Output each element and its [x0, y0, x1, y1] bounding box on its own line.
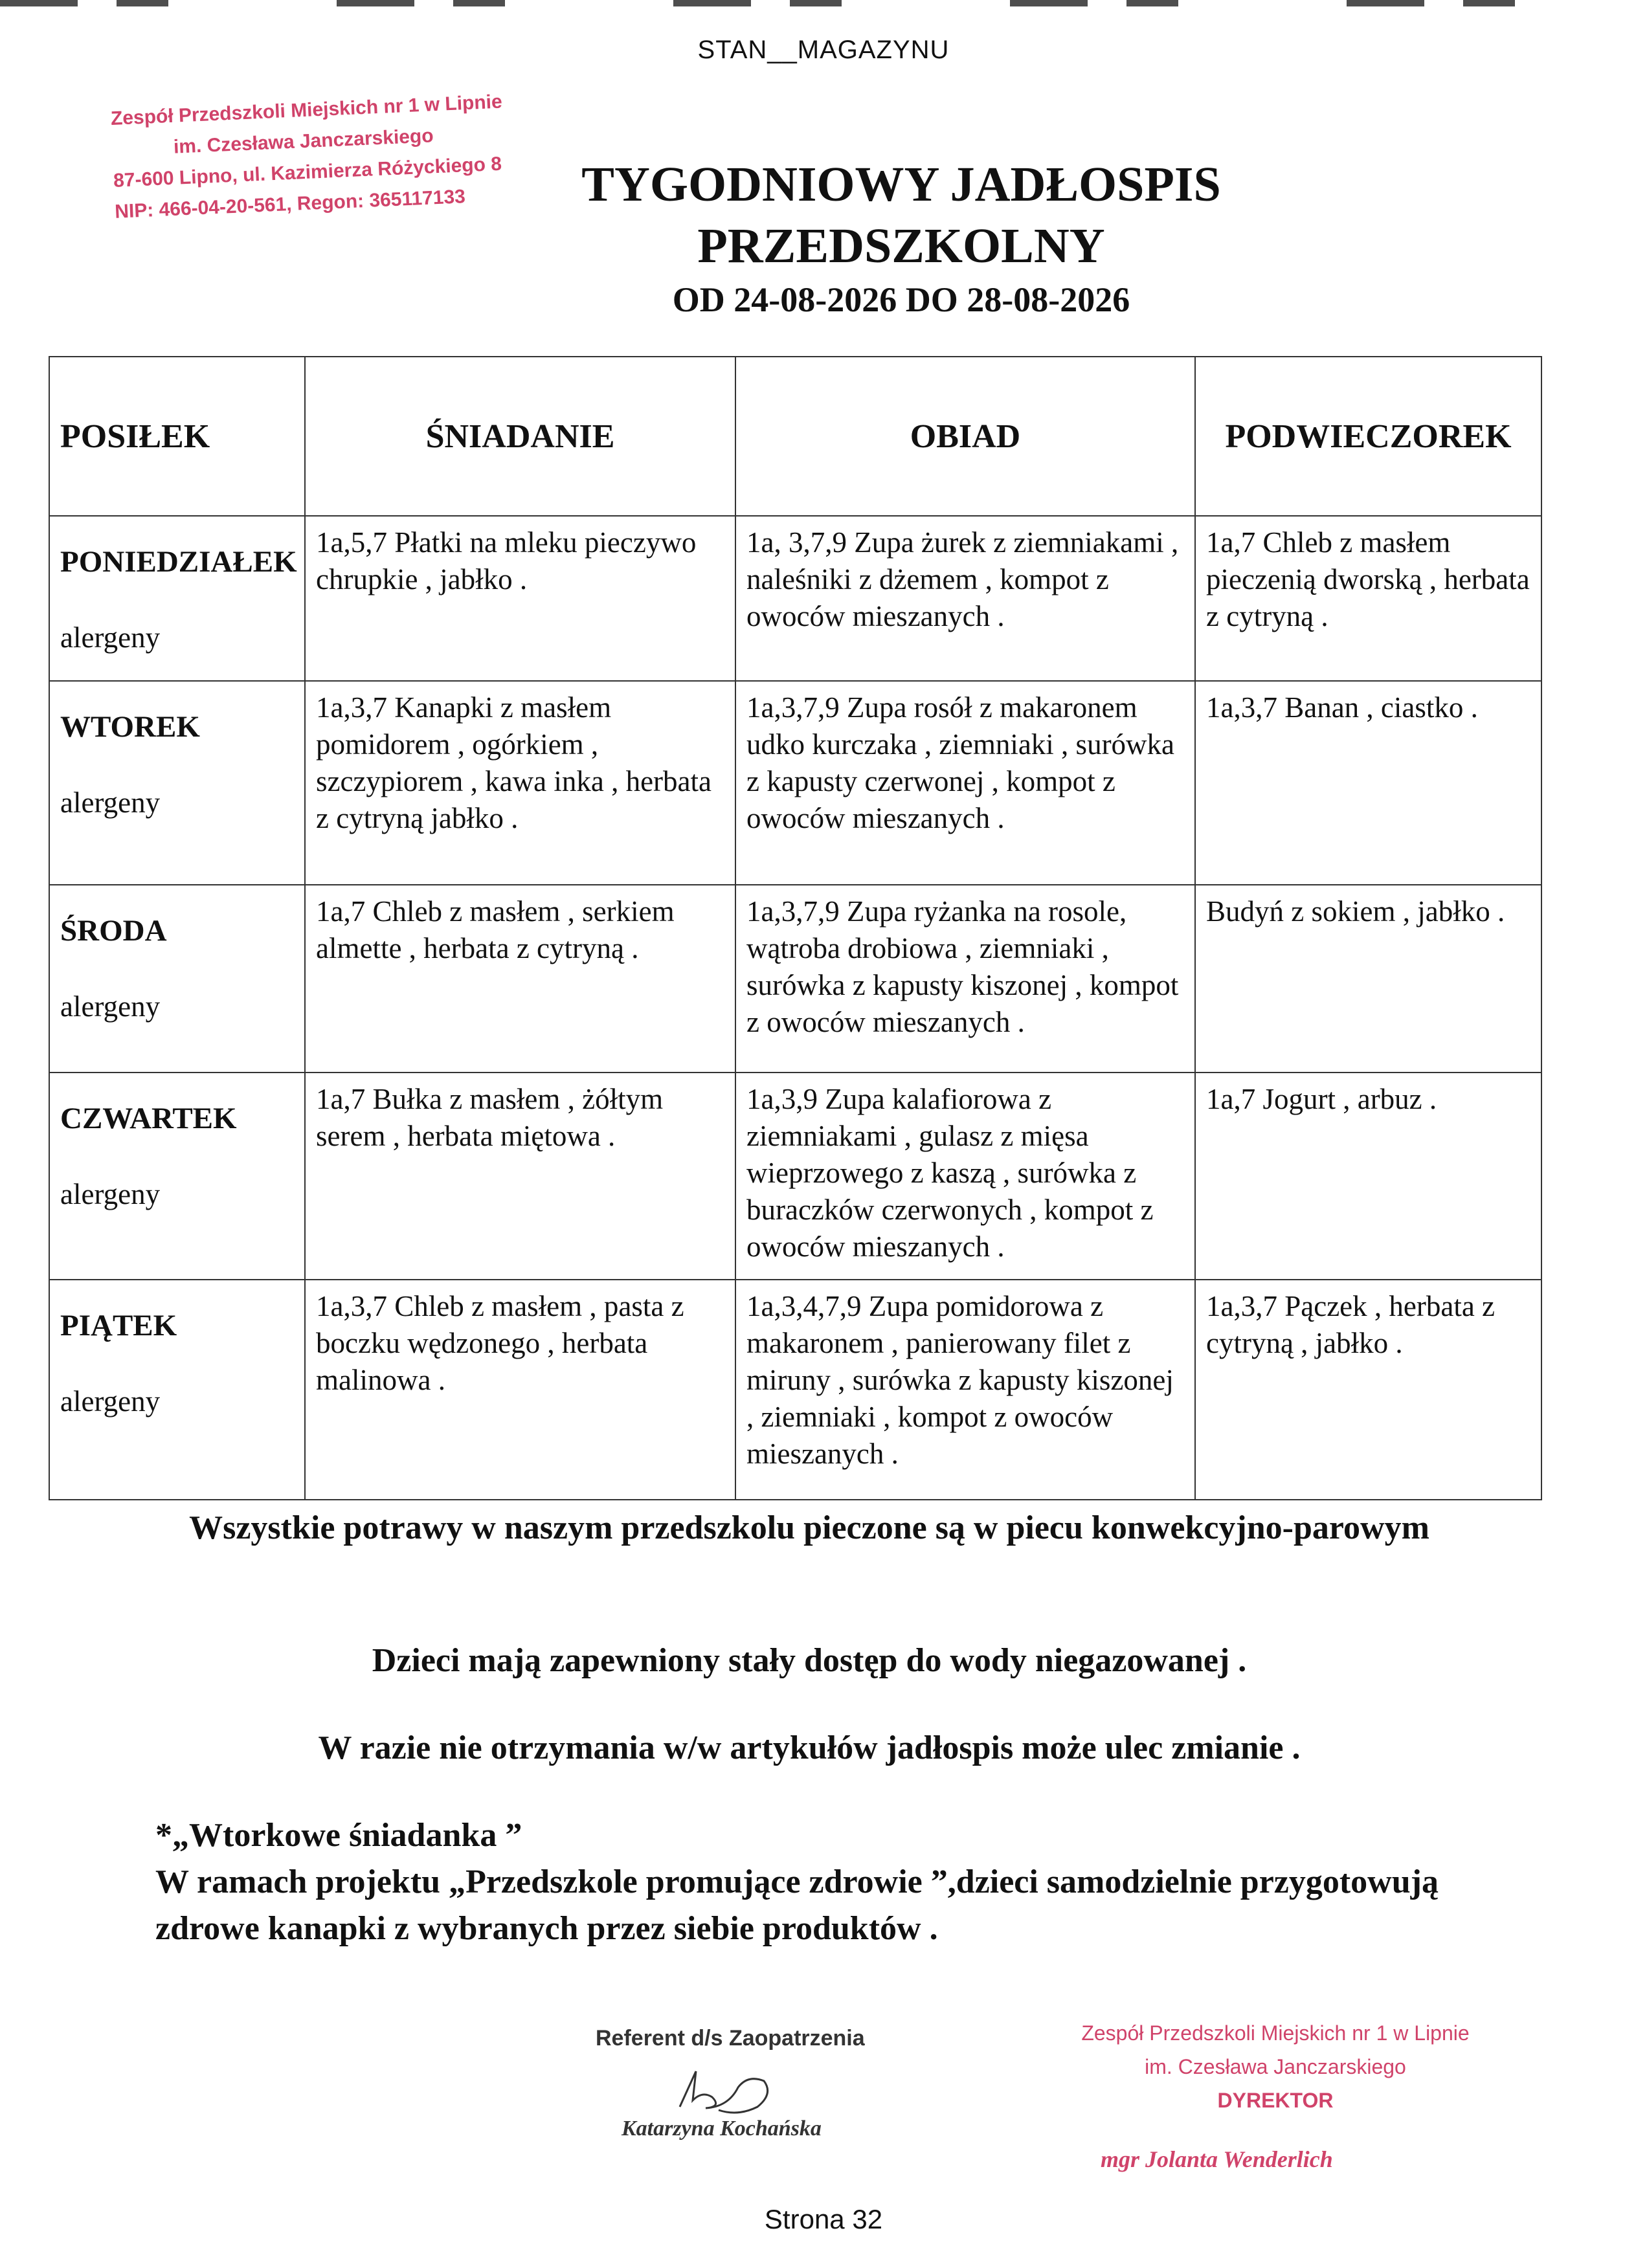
- day-name: CZWARTEK: [60, 1102, 237, 1135]
- referent-name: Katarzyna Kochańska: [622, 2117, 822, 2140]
- header-snack: PODWIECZOREK: [1195, 357, 1541, 516]
- allergen-label: alergeny: [60, 786, 161, 819]
- snack-cell: 1a,7 Chleb z masłem pieczenią dworską , herbata z cytryną .: [1195, 516, 1541, 681]
- note-water: Dzieci mają zapewniony stały dostęp do wody niegazowanej .: [372, 1642, 1247, 1679]
- allergen-label: alergeny: [60, 621, 161, 654]
- day-name: PONIEDZIAŁEK: [60, 545, 297, 579]
- table-header-row: [49, 357, 1541, 516]
- table-row: [49, 516, 1541, 681]
- stamp-line: 87-600 Lipno, ul. Kazimierza Różyckiego 8: [113, 153, 502, 192]
- menu-date-range: OD 24-08-2026 DO 28-08-2026: [672, 280, 1130, 319]
- lunch-cell: 1a, 3,7,9 Zupa żurek z ziemniakami , naleśniki z dżemem , kompot z owoców mieszanych .: [735, 516, 1195, 681]
- note-oven: Wszystkie potrawy w naszym przedszkolu pieczone są w piecu konwekcyjno-parowym: [189, 1509, 1429, 1546]
- menu-title: TYGODNIOWY JADŁOSPIS: [581, 157, 1221, 212]
- scan-top-edge-mark: [0, 0, 1647, 6]
- day-cell: [49, 885, 305, 1073]
- project-title: *„Wtorkowe śniadanka ”: [155, 1817, 522, 1854]
- director-role: DYREKTOR: [1217, 2089, 1334, 2112]
- day-cell: [49, 681, 305, 885]
- snack-cell: 1a,7 Jogurt , arbuz .: [1195, 1073, 1541, 1280]
- project-text: W ramach projektu „Przedszkole promujące zdrowie ”,dzieci samodzielnie przygotowują zdrowe kanapki z wybranych przez siebie produktów .: [155, 1863, 1439, 1947]
- project-note: [155, 1812, 1515, 1952]
- snack-cell: 1a,3,7 Pączek , herbata z cytryną , jabłko .: [1195, 1280, 1541, 1500]
- snack-cell: Budyń z sokiem , jabłko .: [1195, 885, 1541, 1073]
- header-breakfast: ŚNIADANIE: [305, 357, 735, 516]
- day-cell: [49, 1280, 305, 1500]
- header-lunch: OBIAD: [735, 357, 1195, 516]
- director-name: mgr Jolanta Wenderlich: [1101, 2146, 1333, 2172]
- breakfast-cell: 1a,7 Bułka z masłem , żółtym serem , herbata miętowa .: [305, 1073, 735, 1280]
- lunch-cell: 1a,3,4,7,9 Zupa pomidorowa z makaronem , panierowany filet z miruny , surówka z kapusty kiszonej , ziemniaki , kompot z owoców mieszanych .: [735, 1280, 1195, 1500]
- weekly-menu-table: [49, 356, 1542, 1500]
- stamp-line: im. Czesława Janczarskiego: [1145, 2055, 1406, 2078]
- day-name: ŚRODA: [60, 914, 167, 948]
- referent-title: Referent d/s Zaopatrzenia: [596, 2026, 865, 2051]
- referent-signature-icon: [667, 2062, 783, 2120]
- table-row: [49, 1280, 1541, 1500]
- header-meal: POSIŁEK: [49, 357, 305, 516]
- allergen-label: alergeny: [60, 1178, 161, 1210]
- table-row: [49, 885, 1541, 1073]
- day-name: PIĄTEK: [60, 1309, 177, 1342]
- page-number: Strona 32: [764, 2204, 883, 2234]
- day-cell: [49, 1073, 305, 1280]
- allergen-label: alergeny: [60, 1385, 161, 1418]
- snack-cell: 1a,3,7 Banan , ciastko .: [1195, 681, 1541, 885]
- warehouse-label: STAN__MAGAZYNU: [697, 36, 950, 64]
- director-stamp: [1049, 2016, 1502, 2117]
- day-cell: [49, 516, 305, 681]
- day-name: WTOREK: [60, 710, 200, 744]
- lunch-cell: 1a,3,7,9 Zupa rosół z makaronem udko kurczaka , ziemniaki , surówka z kapusty czerwonej , kompot z owoców mieszanych .: [735, 681, 1195, 885]
- lunch-cell: 1a,3,9 Zupa kalafiorowa z ziemniakami , gulasz z mięsa wieprzowego z kaszą , surówka z buraczków czerwonych , kompot z owoców mieszanych .: [735, 1073, 1195, 1280]
- allergen-label: alergeny: [60, 990, 161, 1023]
- stamp-line: Zespół Przedszkoli Miejskich nr 1 w Lipnie: [1081, 2021, 1470, 2045]
- stamp-line: NIP: 466-04-20-561, Regon: 365117133: [114, 186, 466, 223]
- stamp-line: Zespół Przedszkoli Miejskich nr 1 w Lipnie: [110, 91, 503, 129]
- table-row: [49, 681, 1541, 885]
- lunch-cell: 1a,3,7,9 Zupa ryżanka na rosole, wątroba drobiowa , ziemniaki , surówka z kapusty kiszonej , kompot z owoców mieszanych .: [735, 885, 1195, 1073]
- note-changes: W razie nie otrzymania w/w artykułów jadłospis może ulec zmianie .: [318, 1729, 1301, 1766]
- breakfast-cell: 1a,3,7 Kanapki z masłem pomidorem , ogórkiem , szczypiorem , kawa inka , herbata z cytryną jabłko .: [305, 681, 735, 885]
- menu-subtitle: PRZEDSZKOLNY: [697, 219, 1105, 273]
- breakfast-cell: 1a,3,7 Chleb z masłem , pasta z boczku wędzonego , herbata malinowa .: [305, 1280, 735, 1500]
- stamp-line: im. Czesława Janczarskiego: [173, 125, 434, 158]
- table-row: [49, 1073, 1541, 1280]
- breakfast-cell: 1a,5,7 Płatki na mleku pieczywo chrupkie , jabłko .: [305, 516, 735, 681]
- breakfast-cell: 1a,7 Chleb z masłem , serkiem almette , herbata z cytryną .: [305, 885, 735, 1073]
